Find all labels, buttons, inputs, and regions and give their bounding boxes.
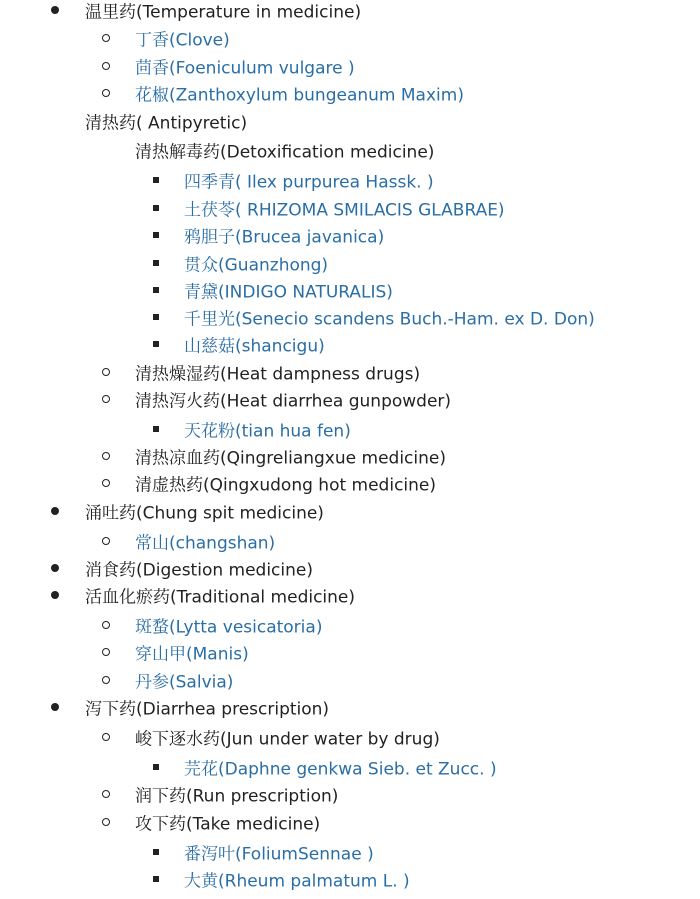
list-item bbox=[0, 0, 700, 23]
herb-link[interactable]: 常山(changshan) bbox=[135, 533, 276, 553]
list-item[interactable] bbox=[0, 865, 700, 892]
list-item bbox=[0, 136, 700, 163]
list-item bbox=[0, 385, 700, 412]
list-item bbox=[0, 442, 700, 469]
list-item bbox=[0, 554, 700, 581]
circle-bullet-icon bbox=[102, 395, 110, 403]
list-item[interactable] bbox=[0, 276, 700, 303]
herb-link[interactable]: 四季青( Ilex purpurea Hassk. ) bbox=[184, 172, 434, 192]
list-item[interactable] bbox=[0, 838, 700, 865]
square-bullet-icon bbox=[153, 764, 159, 770]
herb-link[interactable]: 青黛(INDIGO NATURALIS) bbox=[184, 282, 393, 302]
circle-bullet-icon bbox=[102, 62, 110, 70]
category-label: 润下药(Run prescription) bbox=[135, 786, 339, 806]
list-item[interactable] bbox=[0, 666, 700, 693]
category-label: 消食药(Digestion medicine) bbox=[85, 560, 313, 580]
category-label: 活血化瘀药(Traditional medicine) bbox=[85, 587, 356, 607]
circle-bullet-icon bbox=[102, 537, 110, 545]
category-label: 涌吐药(Chung spit medicine) bbox=[85, 503, 324, 523]
list-item[interactable] bbox=[0, 194, 700, 221]
disc-bullet-icon bbox=[51, 591, 59, 599]
square-bullet-icon bbox=[153, 205, 159, 211]
list-item bbox=[0, 693, 700, 720]
list-item[interactable] bbox=[0, 52, 700, 79]
square-bullet-icon bbox=[153, 232, 159, 238]
herb-link[interactable]: 天花粉(tian hua fen) bbox=[184, 421, 351, 441]
square-bullet-icon bbox=[153, 287, 159, 293]
category-label: 攻下药(Take medicine) bbox=[135, 814, 321, 834]
category-label: 清虚热药(Qingxudong hot medicine) bbox=[135, 475, 437, 495]
category-label: 峻下逐水药(Jun under water by drug) bbox=[135, 729, 440, 749]
list-item bbox=[0, 358, 700, 385]
herb-link[interactable]: 丹参(Salvia) bbox=[135, 672, 234, 692]
herb-link[interactable]: 贯众(Guanzhong) bbox=[184, 255, 329, 275]
herb-link[interactable]: 芫花(Daphne genkwa Sieb. et Zucc. ) bbox=[184, 759, 497, 779]
disc-bullet-icon bbox=[51, 6, 59, 14]
herb-link[interactable]: 千里光(Senecio scandens Buch.-Ham. ex D. Don) bbox=[184, 309, 595, 329]
herb-link[interactable]: 山慈菇(shancigu) bbox=[184, 336, 325, 356]
list-item[interactable] bbox=[0, 303, 700, 330]
list-item bbox=[0, 497, 700, 524]
square-bullet-icon bbox=[153, 426, 159, 432]
circle-bullet-icon bbox=[102, 676, 110, 684]
square-bullet-icon bbox=[153, 341, 159, 347]
category-label: 温里药(Temperature in medicine) bbox=[85, 2, 362, 22]
herb-link[interactable]: 花椒(Zanthoxylum bungeanum Maxim) bbox=[135, 85, 464, 105]
category-label: 清热燥湿药(Heat dampness drugs) bbox=[135, 364, 421, 384]
category-label: 泻下药(Diarrhea prescription) bbox=[85, 699, 330, 719]
circle-bullet-icon bbox=[102, 368, 110, 376]
herb-link[interactable]: 鸦胆子(Brucea javanica) bbox=[184, 227, 385, 247]
herb-link[interactable]: 穿山甲(Manis) bbox=[135, 644, 249, 664]
list-item bbox=[0, 469, 700, 496]
list-item[interactable] bbox=[0, 24, 700, 51]
circle-bullet-icon bbox=[102, 479, 110, 487]
square-bullet-icon bbox=[153, 849, 159, 855]
circle-bullet-icon bbox=[102, 621, 110, 629]
circle-bullet-icon bbox=[102, 452, 110, 460]
list-item bbox=[0, 780, 700, 807]
category-label: 清热凉血药(Qingreliangxue medicine) bbox=[135, 448, 446, 468]
list-item bbox=[0, 581, 700, 608]
square-bullet-icon bbox=[153, 260, 159, 266]
square-bullet-icon bbox=[153, 876, 159, 882]
square-bullet-icon bbox=[153, 177, 159, 183]
herb-link[interactable]: 茴香(Foeniculum vulgare ) bbox=[135, 58, 355, 78]
circle-bullet-icon bbox=[102, 733, 110, 741]
list-item[interactable] bbox=[0, 753, 700, 780]
category-label: 清热泻火药(Heat diarrhea gunpowder) bbox=[135, 391, 452, 411]
circle-bullet-icon bbox=[102, 89, 110, 97]
circle-bullet-icon bbox=[102, 790, 110, 798]
list-item[interactable] bbox=[0, 249, 700, 276]
herb-link[interactable]: 丁香(Clove) bbox=[135, 30, 230, 50]
disc-bullet-icon bbox=[51, 507, 59, 515]
list-item[interactable] bbox=[0, 221, 700, 248]
herb-link[interactable]: 斑蝥(Lytta vesicatoria) bbox=[135, 617, 323, 637]
list-item[interactable] bbox=[0, 330, 700, 357]
list-item[interactable] bbox=[0, 415, 700, 442]
list-item[interactable] bbox=[0, 79, 700, 106]
disc-bullet-icon bbox=[51, 564, 59, 572]
category-label: 清热解毒药(Detoxification medicine) bbox=[135, 142, 435, 162]
list-item[interactable] bbox=[0, 611, 700, 638]
herb-link[interactable]: 土茯苓( RHIZOMA SMILACIS GLABRAE) bbox=[184, 200, 505, 220]
circle-bullet-icon bbox=[102, 648, 110, 656]
category-label: 清热药( Antipyretic) bbox=[85, 113, 248, 133]
circle-bullet-icon bbox=[102, 818, 110, 826]
list-item[interactable] bbox=[0, 166, 700, 193]
herb-link[interactable]: 番泻叶(FoliumSennae ) bbox=[184, 844, 374, 864]
list-item bbox=[0, 723, 700, 750]
square-bullet-icon bbox=[153, 314, 159, 320]
circle-bullet-icon bbox=[102, 34, 110, 42]
list-item[interactable] bbox=[0, 638, 700, 665]
list-item[interactable] bbox=[0, 527, 700, 554]
disc-bullet-icon bbox=[51, 703, 59, 711]
list-item bbox=[0, 107, 700, 134]
herb-link[interactable]: 大黄(Rheum palmatum L. ) bbox=[184, 871, 410, 891]
list-item bbox=[0, 808, 700, 835]
